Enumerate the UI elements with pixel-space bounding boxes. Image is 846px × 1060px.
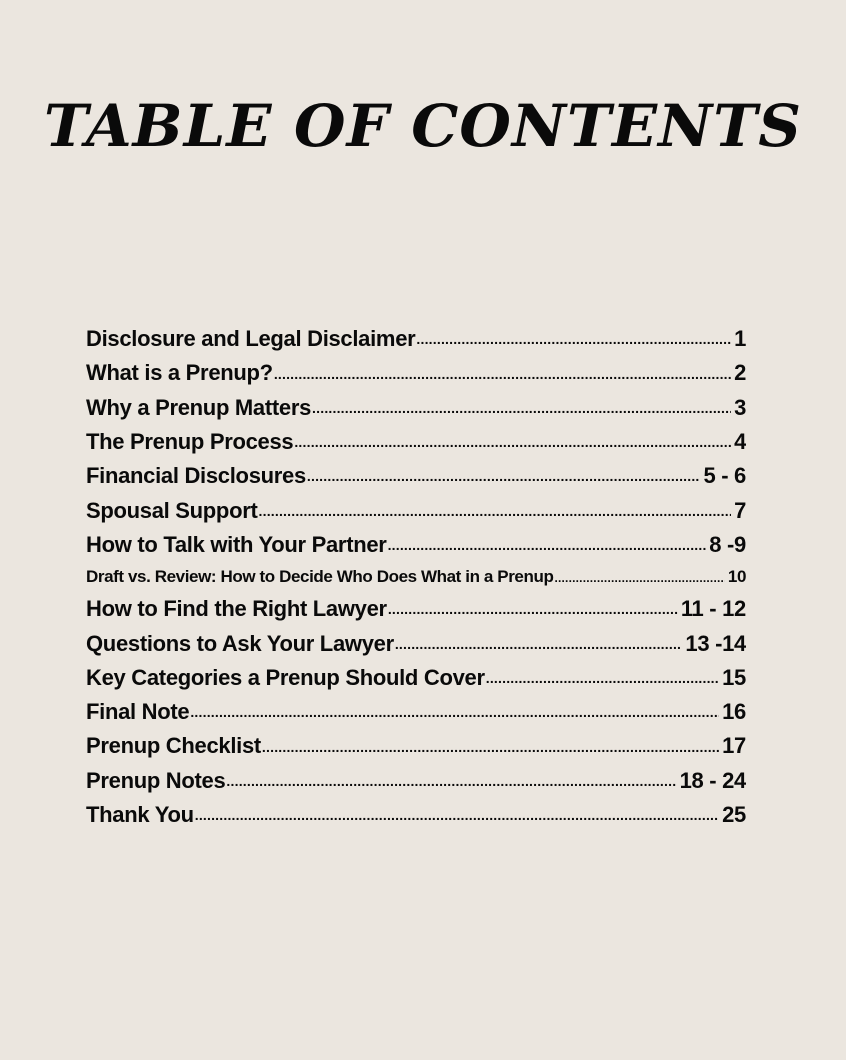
toc-entry: [86, 661, 746, 695]
toc-leader-dots: [554, 571, 724, 592]
toc-entry-page: 7: [734, 497, 746, 523]
toc-entry: [86, 528, 746, 562]
toc-leader-dots: [416, 331, 731, 356]
toc-leader-dots: [312, 400, 731, 425]
toc-entry-title: Questions to Ask Your Lawyer: [86, 630, 394, 656]
toc-entry: [86, 356, 746, 390]
toc-entry-page: 17: [722, 733, 746, 759]
toc-entry: [86, 459, 746, 493]
toc-entry-title: Financial Disclosures: [86, 463, 306, 489]
toc-leader-dots: [195, 807, 719, 832]
toc-leader-dots: [274, 366, 731, 391]
toc-entry-title: How to Find the Right Lawyer: [86, 596, 387, 622]
toc-entry: [86, 626, 746, 660]
toc-entry: [86, 592, 746, 626]
toc-entry-page: 5 - 6: [703, 463, 746, 489]
table-of-contents: [86, 322, 746, 832]
toc-leader-dots: [307, 468, 701, 493]
toc-entry: [86, 764, 746, 798]
toc-entry-title: Prenup Checklist: [86, 733, 261, 759]
toc-entry-page: 11 - 12: [680, 596, 746, 622]
toc-entry: [86, 322, 746, 356]
toc-entry-title: Draft vs. Review: How to Decide Who Does What in a Prenup: [86, 567, 554, 587]
toc-entry-title: Final Note: [86, 699, 190, 725]
toc-leader-dots: [395, 636, 683, 661]
toc-leader-dots: [190, 704, 719, 729]
toc-leader-dots: [388, 537, 707, 562]
toc-entry: [86, 798, 746, 832]
toc-entry: [86, 695, 746, 729]
toc-entry-page: 1: [734, 326, 746, 352]
toc-entry-title: The Prenup Process: [86, 429, 294, 455]
toc-entry-title: Thank You: [86, 802, 194, 827]
toc-entry-page: 18 - 24: [679, 767, 746, 793]
toc-entry-page: 16: [722, 699, 746, 725]
toc-entry-title: Disclosure and Legal Disclaimer: [86, 326, 416, 352]
toc-entry: [86, 729, 746, 763]
toc-entry-title: Prenup Notes: [86, 767, 226, 793]
toc-entry-page: 3: [734, 394, 746, 420]
toc-entry: [86, 391, 746, 425]
toc-entry-page: 2: [734, 360, 746, 386]
toc-entry-title: How to Talk with Your Partner: [86, 531, 387, 557]
toc-entry: [86, 562, 746, 592]
toc-entry: [86, 493, 746, 527]
toc-entry-title: What is a Prenup?: [86, 360, 273, 386]
toc-entry-page: 15: [722, 664, 746, 690]
toc-leader-dots: [259, 503, 732, 528]
toc-entry-page: 13 -14: [685, 630, 746, 656]
page-title: TABLE OF CONTENTS: [43, 92, 803, 160]
toc-entry-page: 25: [722, 802, 746, 827]
toc-leader-dots: [388, 601, 678, 626]
toc-entry-page: 8 -9: [709, 531, 746, 557]
toc-entry: [86, 425, 746, 459]
toc-entry-page: 10: [727, 567, 746, 587]
toc-entry-title: Why a Prenup Matters: [86, 394, 312, 420]
toc-leader-dots: [226, 773, 676, 798]
toc-leader-dots: [486, 670, 719, 695]
toc-entry-title: Spousal Support: [86, 497, 258, 523]
toc-leader-dots: [294, 434, 731, 459]
toc-entry-page: 4: [734, 429, 746, 455]
toc-entry-title: Key Categories a Prenup Should Cover: [86, 664, 485, 690]
toc-leader-dots: [262, 739, 719, 764]
